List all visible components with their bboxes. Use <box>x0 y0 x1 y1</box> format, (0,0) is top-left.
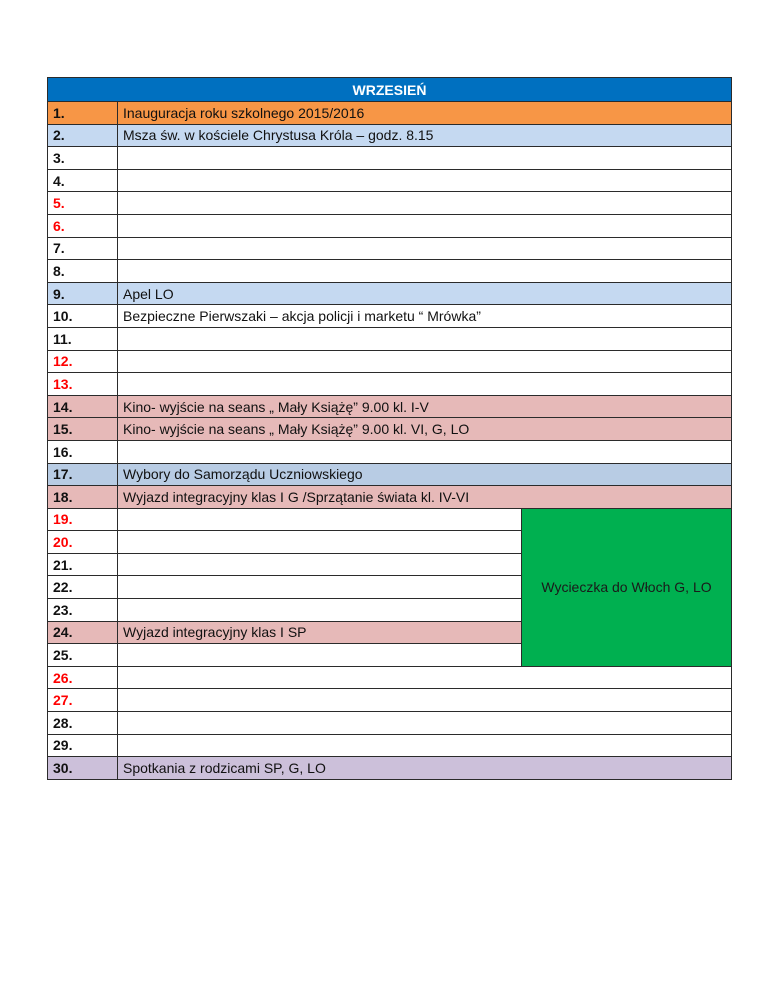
day-number: 1. <box>48 102 118 125</box>
day-event <box>118 599 522 622</box>
day-number: 6. <box>48 214 118 237</box>
calendar-row <box>48 192 732 215</box>
day-event <box>118 553 522 576</box>
calendar-row <box>48 463 732 486</box>
calendar-row <box>48 689 732 712</box>
calendar-row <box>48 124 732 147</box>
day-number: 26. <box>48 666 118 689</box>
day-event: Kino- wyjście na seans „ Mały Książę” 9.00 kl. VI, G, LO <box>118 418 732 441</box>
day-number: 21. <box>48 553 118 576</box>
calendar-row <box>48 440 732 463</box>
calendar-row <box>48 214 732 237</box>
day-number: 4. <box>48 169 118 192</box>
day-event <box>118 644 522 667</box>
calendar-row <box>48 237 732 260</box>
calendar-row <box>48 734 732 757</box>
day-number: 2. <box>48 124 118 147</box>
day-number: 19. <box>48 508 118 531</box>
calendar-row <box>48 102 732 125</box>
day-number: 18. <box>48 486 118 509</box>
day-number: 30. <box>48 757 118 780</box>
calendar-row <box>48 757 732 780</box>
day-number: 3. <box>48 147 118 170</box>
calendar-row <box>48 350 732 373</box>
day-number: 23. <box>48 599 118 622</box>
calendar-row <box>48 305 732 328</box>
day-event <box>118 192 732 215</box>
day-event: Apel LO <box>118 282 732 305</box>
day-event <box>118 237 732 260</box>
calendar-row <box>48 327 732 350</box>
calendar-row <box>48 418 732 441</box>
day-event <box>118 531 522 554</box>
calendar-row <box>48 260 732 283</box>
day-number: 14. <box>48 395 118 418</box>
day-event <box>118 734 732 757</box>
day-number: 11. <box>48 327 118 350</box>
day-event <box>118 666 732 689</box>
day-event <box>118 373 732 396</box>
day-event: Bezpieczne Pierwszaki – akcja policji i marketu “ Mrówka” <box>118 305 732 328</box>
calendar-row <box>48 486 732 509</box>
day-event: Wyjazd integracyjny klas I SP <box>118 621 522 644</box>
day-event: Inauguracja roku szkolnego 2015/2016 <box>118 102 732 125</box>
day-number: 24. <box>48 621 118 644</box>
day-event: Kino- wyjście na seans „ Mały Książę” 9.00 kl. I-V <box>118 395 732 418</box>
day-number: 27. <box>48 689 118 712</box>
day-number: 28. <box>48 712 118 735</box>
day-number: 10. <box>48 305 118 328</box>
day-event <box>118 689 732 712</box>
calendar-row <box>48 147 732 170</box>
calendar-row <box>48 282 732 305</box>
day-number: 17. <box>48 463 118 486</box>
day-event <box>118 576 522 599</box>
day-number: 15. <box>48 418 118 441</box>
calendar-row <box>48 169 732 192</box>
calendar-row <box>48 712 732 735</box>
calendar-row <box>48 395 732 418</box>
day-event <box>118 147 732 170</box>
calendar-table <box>47 77 732 780</box>
calendar-row <box>48 666 732 689</box>
day-number: 25. <box>48 644 118 667</box>
calendar-row <box>48 508 732 531</box>
day-event <box>118 440 732 463</box>
month-title: WRZESIEŃ <box>48 78 732 102</box>
day-number: 22. <box>48 576 118 599</box>
day-event: Msza św. w kościele Chrystusa Króla – godz. 8.15 <box>118 124 732 147</box>
day-event <box>118 327 732 350</box>
day-event <box>118 260 732 283</box>
day-number: 5. <box>48 192 118 215</box>
day-number: 9. <box>48 282 118 305</box>
day-number: 8. <box>48 260 118 283</box>
day-number: 13. <box>48 373 118 396</box>
day-event <box>118 350 732 373</box>
day-event <box>118 712 732 735</box>
day-number: 12. <box>48 350 118 373</box>
day-event: Wyjazd integracyjny klas I G /Sprzątanie świata kl. IV-VI <box>118 486 732 509</box>
calendar-header-row <box>48 78 732 102</box>
day-number: 29. <box>48 734 118 757</box>
day-number: 7. <box>48 237 118 260</box>
day-number: 16. <box>48 440 118 463</box>
day-event <box>118 169 732 192</box>
day-event: Spotkania z rodzicami SP, G, LO <box>118 757 732 780</box>
day-event <box>118 508 522 531</box>
calendar-row <box>48 373 732 396</box>
day-number: 20. <box>48 531 118 554</box>
trip-event-block: Wycieczka do Włoch G, LO <box>522 508 732 666</box>
day-event: Wybory do Samorządu Uczniowskiego <box>118 463 732 486</box>
day-event <box>118 214 732 237</box>
calendar-body <box>48 102 732 780</box>
